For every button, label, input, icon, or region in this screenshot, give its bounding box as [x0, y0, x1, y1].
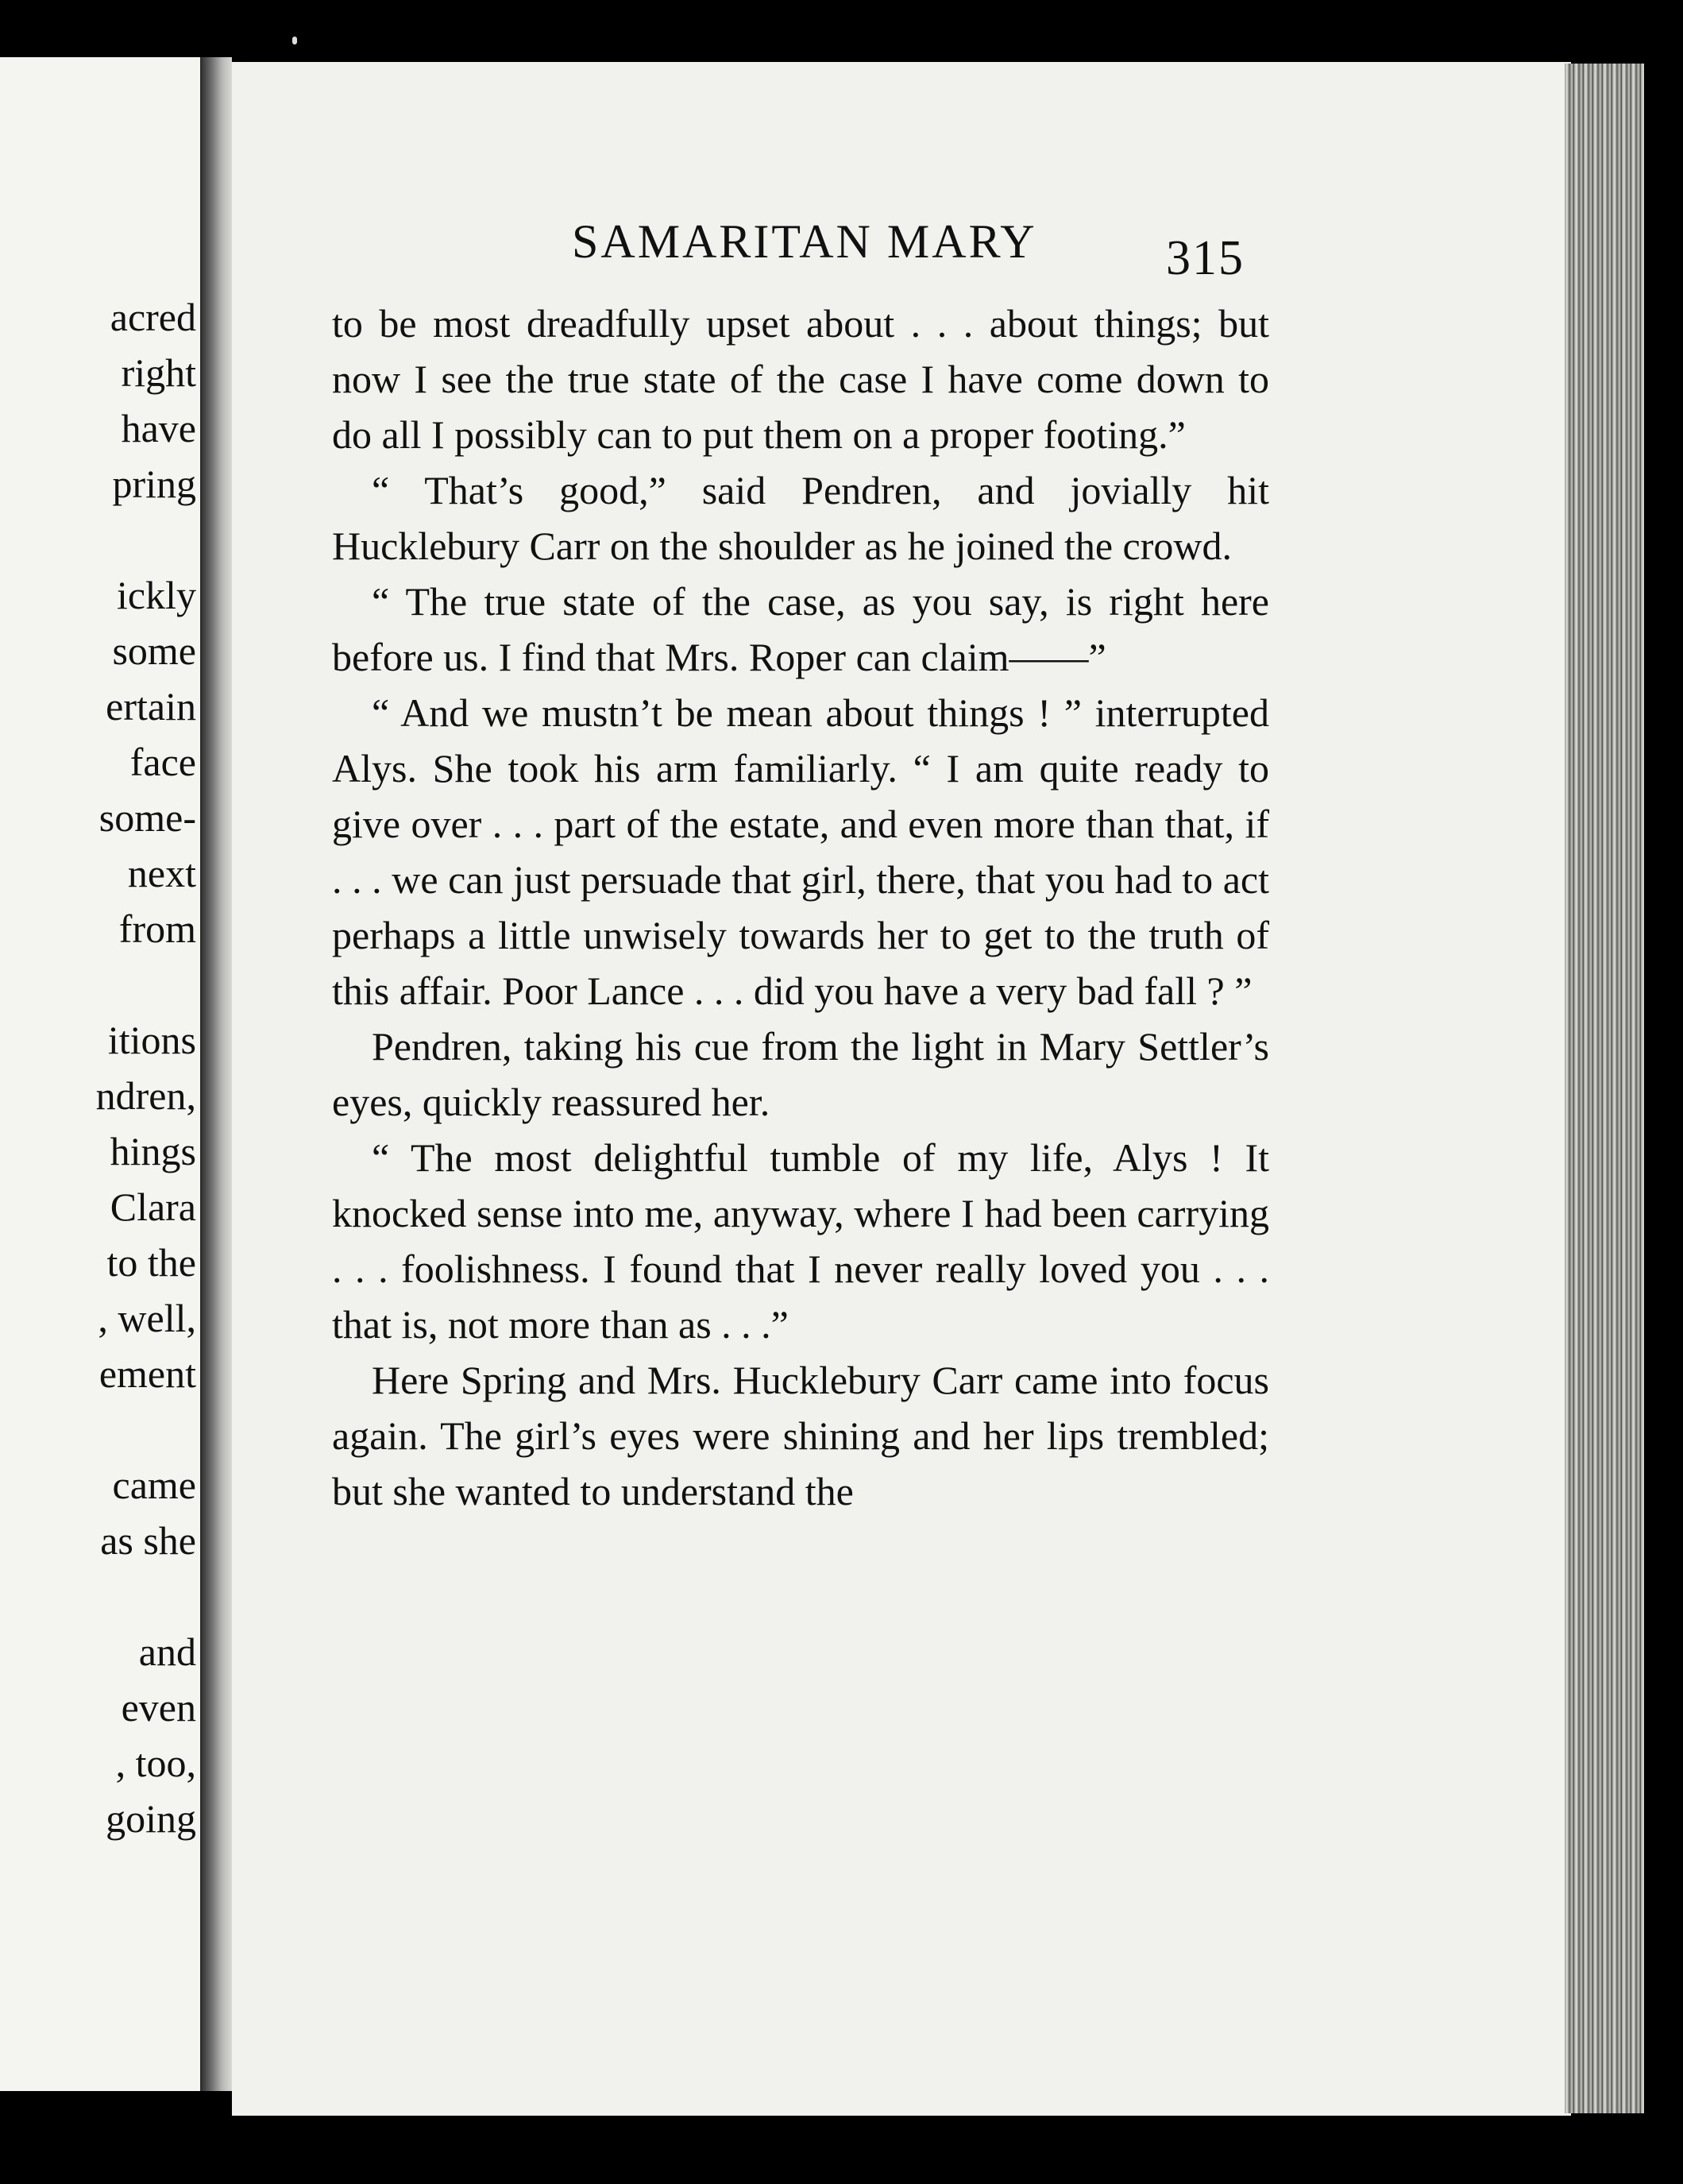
paragraph: to be most dreadfully upset about . . . about things; but now I see the true state of the case I have come down to do all I possibly can to put them on a proper footing.”	[332, 301, 1269, 457]
left-page-line: some	[112, 628, 196, 673]
left-page-line: ndren,	[95, 1073, 196, 1118]
running-title: SAMARITAN MARY	[572, 215, 1037, 268]
left-page-line: , well,	[98, 1296, 196, 1340]
left-page-gap	[96, 1568, 196, 1624]
left-page-line: came	[112, 1463, 196, 1507]
left-page-line: to the	[106, 1240, 196, 1285]
left-page-line: even	[121, 1685, 196, 1730]
paragraph: Pendren, taking his cue from the light in Mary Settler’s eyes, quickly reassured her.	[332, 1024, 1269, 1124]
scan-speck	[292, 37, 297, 44]
left-page-line: pring	[112, 462, 196, 506]
left-page-line: acred	[110, 295, 196, 339]
left-page-line: from	[118, 906, 196, 951]
left-page-line: itions	[107, 1018, 196, 1062]
left-page-line: going	[106, 1796, 196, 1841]
left-page-line: ickly	[117, 573, 196, 617]
left-page-line: have	[121, 406, 196, 450]
left-page-line: ement	[98, 1351, 196, 1396]
left-page-gap	[96, 1401, 196, 1457]
left-page-line: hings	[110, 1129, 196, 1173]
left-page-line: , too,	[115, 1741, 196, 1785]
page-edges	[1565, 64, 1644, 2113]
left-page-line: as she	[100, 1518, 196, 1563]
paragraph: “ The most delightful tumble of my life, Alys ! It knocked sense into me, anyway, where I had been carrying . . . foolishness. I found that I never really loved you . . . that is, not more than as . . .”	[332, 1135, 1269, 1347]
paragraph: Here Spring and Mrs. Hucklebury Carr came into focus again. The girl’s eyes were shining and her lips trembled; but she wanted to understand the	[332, 1358, 1269, 1513]
paragraph: “ The true state of the case, as you say, is right here before us. I find that Mrs. Roper can claim——”	[332, 579, 1269, 679]
left-page-text	[96, 289, 196, 1846]
left-page-line: Clara	[110, 1185, 196, 1229]
paragraph: “ That’s good,” said Pendren, and jovially hit Hucklebury Carr on the shoulder as he joined the crowd.	[332, 468, 1269, 568]
left-page-line: right	[121, 350, 196, 395]
left-page-gap	[96, 512, 196, 567]
book-gutter	[200, 57, 232, 2091]
left-facing-page	[0, 57, 203, 2091]
left-page-line: face	[129, 740, 196, 784]
left-page-gap	[96, 957, 196, 1012]
paragraph: “ And we mustn’t be mean about things ! ” interrupted Alys. She took his arm familiarly. “ I am quite ready to give over . . . part of the estate, and even more than that, if . . . we can just persuade that girl, there, that you had to act perhaps a little unwisely towards her to get to the truth of this affair. Poor Lance . . . did you have a very bad fall ? ”	[332, 690, 1269, 1013]
page-body	[332, 296, 1269, 1519]
left-page-line: next	[127, 851, 196, 895]
left-page-line: and	[138, 1629, 196, 1674]
page-number: 315	[1166, 231, 1245, 285]
left-page-line: some-	[98, 795, 196, 840]
left-page-line: ertain	[106, 684, 196, 729]
